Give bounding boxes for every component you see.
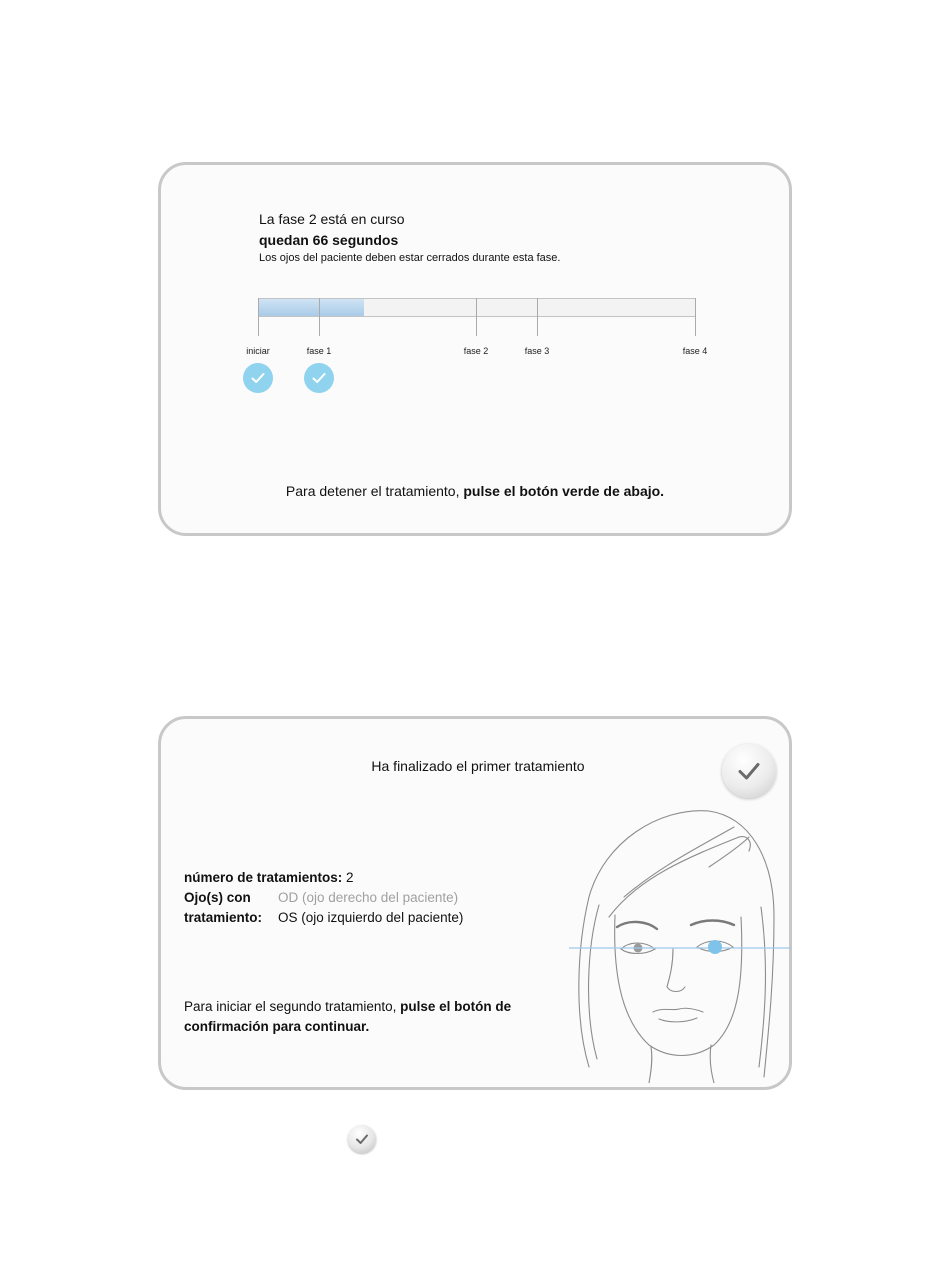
continue-instruction — [184, 997, 564, 1037]
eyes-closed-note: Los ojos del paciente deben estar cerrados durante esta fase. — [259, 252, 561, 264]
treatment-finished-panel — [158, 716, 792, 1090]
milestone-done-fase-1 — [304, 363, 334, 393]
stop-text-emphasis: pulse el botón verde de abajo. — [463, 483, 665, 499]
checkmark-icon — [250, 370, 266, 386]
treatment-progress-panel — [158, 162, 792, 536]
continue-text: Para iniciar el segundo tratamiento, — [184, 999, 397, 1014]
tick-fase-4 — [695, 298, 696, 336]
treatment-count-value: 2 — [346, 870, 354, 885]
checkmark-icon — [735, 757, 763, 785]
confirm-button[interactable] — [722, 744, 776, 798]
milestone-done-iniciar — [243, 363, 273, 393]
tick-fase-3 — [537, 298, 538, 336]
tick-iniciar — [258, 298, 259, 336]
finished-title: Ha finalizado el primer tratamiento — [371, 758, 585, 774]
progress-bar — [258, 298, 696, 317]
milestone-label-fase-4: fase 4 — [682, 346, 708, 356]
checkmark-icon — [311, 370, 327, 386]
phase-status: La fase 2 está en curso — [259, 211, 405, 227]
patient-face-illustration — [569, 797, 791, 1083]
eye-os-option: OS (ojo izquierdo del paciente) — [278, 910, 464, 925]
confirm-button-small[interactable] — [348, 1125, 376, 1153]
milestone-label-fase-1: fase 1 — [306, 346, 332, 356]
milestone-label-iniciar: iniciar — [246, 346, 270, 356]
treated-eyes-row-od — [184, 890, 459, 905]
treated-eyes-row-os — [184, 910, 464, 925]
milestone-label-fase-3: fase 3 — [524, 346, 550, 356]
treated-eyes-label: Ojo(s) con — [184, 890, 251, 905]
tick-fase-2 — [476, 298, 477, 336]
treated-eyes-label-cont: tratamiento: — [184, 910, 263, 925]
eye-od-option: OD (ojo derecho del paciente) — [278, 890, 459, 905]
tick-fase-1 — [319, 298, 320, 336]
checkmark-icon — [354, 1131, 370, 1147]
treatment-count-label: número de tratamientos: — [184, 870, 343, 885]
continue-text-emphasis: pulse el botón de confirmación para continuar. — [184, 999, 512, 1034]
treatment-count — [184, 870, 354, 885]
progress-bar-fill — [259, 299, 364, 316]
stop-instruction — [161, 483, 789, 499]
stop-text: Para detener el tratamiento, — [285, 483, 460, 499]
remaining-time: quedan 66 segundos — [259, 232, 399, 248]
milestone-label-fase-2: fase 2 — [463, 346, 489, 356]
